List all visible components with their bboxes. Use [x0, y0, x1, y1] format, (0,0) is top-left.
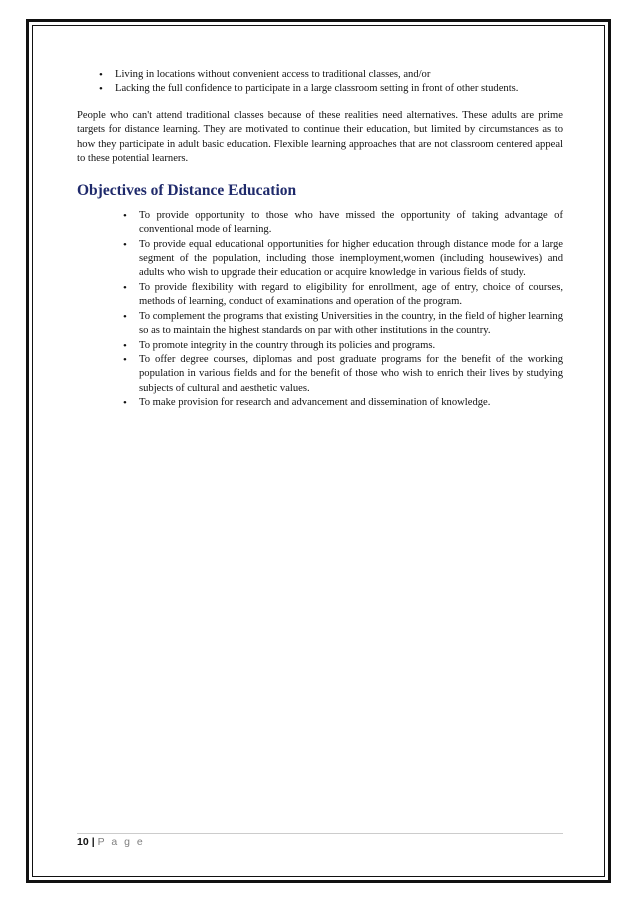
- list-item: • To make provision for research and advancement and dissemination of knowledge.: [139, 396, 563, 410]
- list-item: • To provide flexibility with regard to eligibility for enrollment, age of entry, choice of courses, methods of learning, conduct of examinations and operation of the program.: [139, 281, 563, 310]
- page-number: 10: [77, 836, 89, 848]
- footer-divider: [77, 833, 563, 834]
- list-item: • To provide opportunity to those who have missed the opportunity of taking advantage of conventional mode of learning.: [139, 209, 563, 238]
- list-item: • To provide equal educational opportunities for higher education through distance mode for a large segment of the population, including those inemployment,women (including housewives) and adults who wish to upgrade their education or acquire knowledge in various fields of study.: [139, 238, 563, 281]
- footer-separator: |: [91, 836, 95, 848]
- list-item: • Living in locations without convenient access to traditional classes, and/or: [115, 68, 563, 82]
- page-content: [77, 68, 563, 411]
- list-item: • To complement the programs that existing Universities in the country, in the field of higher learning so as to maintain the highest standards on par with other institutions in the country.: [139, 310, 563, 339]
- list-item: • To offer degree courses, diplomas and post graduate programs for the benefit of the working population in various fields and for the benefit of those who wish to enrich their lives by studying subjects of cultural and aesthetic values.: [139, 353, 563, 396]
- top-bullet-list: [115, 68, 563, 97]
- list-item: • Lacking the full confidence to participate in a large classroom setting in front of other students.: [115, 82, 563, 96]
- page-footer: [77, 836, 145, 848]
- body-paragraph: People who can't attend traditional classes because of these realities need alternatives. These adults are prime targets for distance learning. They are motivated to continue their education, but limited by circumstances as to how they participate in adult basic education. Flexible learning approaches that are not classroom centered appeal to these potential learners.: [77, 109, 563, 165]
- page-label: P a g e: [97, 836, 145, 848]
- section-heading: Objectives of Distance Education: [77, 182, 297, 200]
- objectives-list: [139, 209, 563, 411]
- list-item: • To promote integrity in the country through its policies and programs.: [139, 339, 563, 353]
